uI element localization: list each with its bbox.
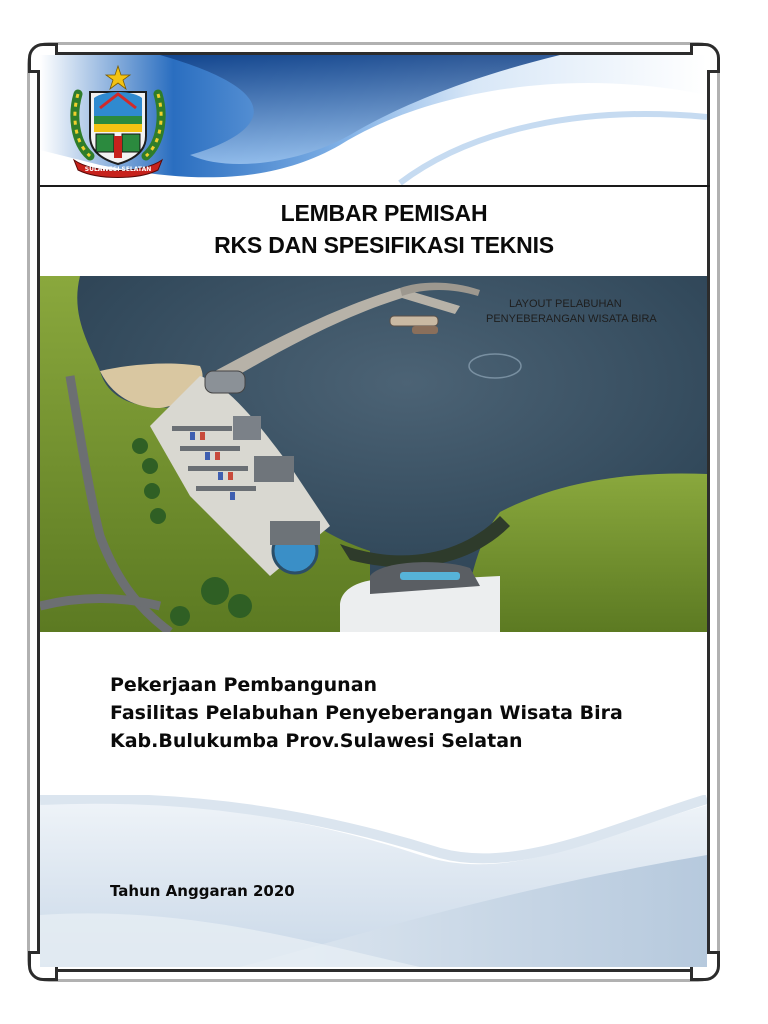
project-title-line3: Kab.Bulukumba Prov.Sulawesi Selatan	[110, 730, 523, 752]
fiscal-year-label: Tahun Anggaran 2020	[110, 882, 295, 900]
footer-wave-decoration	[40, 795, 707, 967]
harbour-layout-photo	[40, 276, 707, 632]
project-title-line2: Fasilitas Pelabuhan Penyeberangan Wisata Bira	[110, 702, 623, 724]
project-title-line1: Pekerjaan Pembangunan	[110, 674, 378, 696]
photo-caption-line1: LAYOUT PELABUHAN	[509, 298, 622, 310]
photo-caption-line2: PENYEBERANGAN WISATA BIRA	[486, 313, 657, 325]
header-divider	[40, 185, 710, 187]
page-title-line1: LEMBAR PEMISAH	[280, 200, 488, 226]
sulsel-crest-logo	[64, 64, 172, 180]
crest-ribbon-text: SULAWESI SELATAN	[84, 166, 152, 173]
page-title-line2: RKS DAN SPESIFIKASI TEKNIS	[214, 232, 554, 258]
